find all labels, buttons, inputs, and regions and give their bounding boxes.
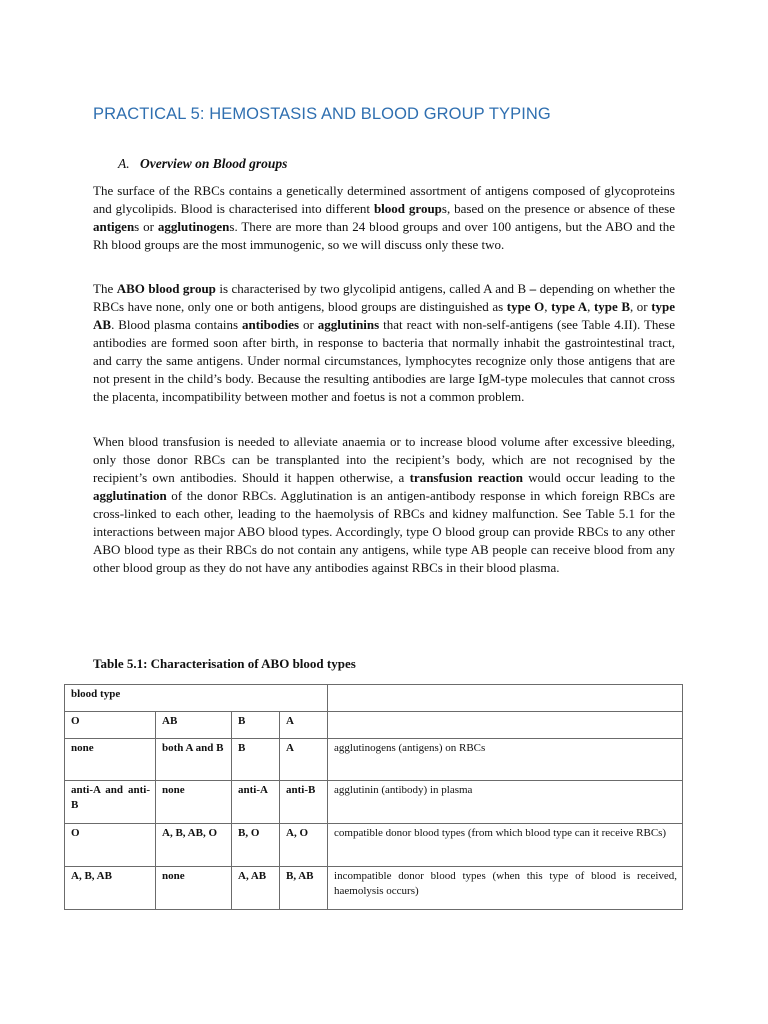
bold-term: ABO blood group	[116, 281, 216, 296]
table-header-cell: blood type	[65, 685, 328, 712]
bold-term: type O	[506, 299, 545, 314]
bold-term: agglutination	[93, 488, 167, 503]
table-cell: O	[65, 824, 156, 867]
section-heading-text: Overview on Blood groups	[140, 156, 288, 171]
table-cell: A, O	[280, 824, 328, 867]
text-run: s. There are more than 24 blood groups and over 100 antigens, but the ABO and the Rh blood groups are the most immunogenic, so we will discuss only these two.	[93, 219, 675, 252]
page-title: PRACTICAL 5: HEMOSTASIS AND BLOOD GROUP TYPING	[93, 105, 551, 123]
type-cell: B	[232, 712, 280, 739]
text-run: ,	[587, 299, 594, 314]
text-run: of the donor RBCs. Agglutination is an antigen-antibody response in which foreign RBCs are cross-linked to each other, leading to the haemolysis of RBCs and kidney malfunction. See Table 5.1 for the interactions between major ABO blood types. Accordingly, type O blood group can provide RBCs to any other ABO blood type as their RBCs do not contain any antigens, while type AB people can receive blood from any other blood group as they do not have any antibodies against RBCs in their blood plasma.	[93, 488, 675, 575]
text-run: , or	[630, 299, 652, 314]
table-cell: anti-B	[280, 781, 328, 824]
section-heading	[118, 155, 618, 173]
table-header-row	[65, 685, 683, 712]
bold-term: type B	[593, 299, 630, 314]
bold-term: blood group	[373, 201, 442, 216]
table-row-description: incompatible donor blood types (when this type of blood is received, haemolysis occurs)	[328, 867, 683, 910]
text-run: would occur leading to the	[522, 470, 675, 485]
text-run: When blood transfusion is needed to alleviate anaemia or to increase blood volume after excessive bleeding, only those donor RBCs can be transplanted into the recipient’s body, which are not recognised by the recipient’s own antibodies. Should it happen otherwise, a	[93, 434, 675, 485]
table-row	[65, 824, 683, 867]
bold-term: agglutinins	[317, 317, 380, 332]
text-run: s or	[134, 219, 158, 234]
text-run: is characterised by two glycolipid antigens, called A and B	[215, 281, 530, 296]
types-empty-cell	[328, 712, 683, 739]
table-cell: none	[156, 781, 232, 824]
table-cell: B, AB	[280, 867, 328, 910]
paragraph-transfusion	[93, 433, 675, 577]
text-run: that react with non-self-antigens (see Table 4.II). These antibodies are formed soon after birth, in response to bacteria that normally inhabit the gastrointestinal tract, and carry the same antigens. Under normal circumstances, lymphocytes recognize only those antigens that are not present in the child’s body. Because the resulting antibodies are large IgM-type molecules that cannot cross the placenta, incompatibility between mother and foetus is not a common problem.	[93, 317, 675, 404]
text-run: The	[93, 281, 117, 296]
table-row	[65, 739, 683, 781]
section-number: A.	[118, 156, 130, 171]
type-cell: AB	[156, 712, 232, 739]
table-cell: A	[280, 739, 328, 781]
table-row-description: compatible donor blood types (from which blood type can it receive RBCs)	[328, 824, 683, 867]
table-types-row	[65, 712, 683, 739]
text-run: ,	[544, 299, 552, 314]
table-row	[65, 867, 683, 910]
table-cell: A, B, AB	[65, 867, 156, 910]
bold-term: type AB	[93, 299, 676, 332]
table-row	[65, 781, 683, 824]
text-run: or	[299, 317, 318, 332]
text-run: The surface of the RBCs contains a genetically determined assortment of antigens composed of glycoproteins and glycolipids. Blood is characterised into different	[93, 183, 675, 216]
bold-term: agglutinogen	[157, 219, 230, 234]
bold-term: transfusion reaction	[409, 470, 523, 485]
table-cell: both A and B	[156, 739, 232, 781]
table-cell: none	[156, 867, 232, 910]
table-caption: Table 5.1: Characterisation of ABO blood types	[93, 656, 356, 671]
bold-term: –	[529, 281, 537, 296]
table-cell: none	[65, 739, 156, 781]
abo-blood-types-table	[64, 684, 683, 910]
table-cell: B, O	[232, 824, 280, 867]
type-cell: A	[280, 712, 328, 739]
bold-term: type A	[551, 299, 588, 314]
text-run: s, based on the presence or absence of these	[441, 201, 675, 216]
table-cell: anti-A and anti-B	[65, 781, 156, 824]
table-cell: B	[232, 739, 280, 781]
table-cell: anti-A	[232, 781, 280, 824]
table-cell: A, AB	[232, 867, 280, 910]
table-row-description: agglutinin (antibody) in plasma	[328, 781, 683, 824]
paragraph-overview	[93, 182, 675, 254]
paragraph-abo	[93, 280, 675, 406]
text-run: . Blood plasma contains	[111, 317, 242, 332]
table-row-description: agglutinogens (antigens) on RBCs	[328, 739, 683, 781]
table-header-empty-cell	[328, 685, 683, 712]
bold-term: antigen	[93, 219, 135, 234]
bold-term: antibodies	[242, 317, 300, 332]
table-cell: A, B, AB, O	[156, 824, 232, 867]
type-cell: O	[65, 712, 156, 739]
text-run: depending on whether the RBCs have none, only one or both antigens, blood groups are distinguished as	[93, 281, 675, 314]
